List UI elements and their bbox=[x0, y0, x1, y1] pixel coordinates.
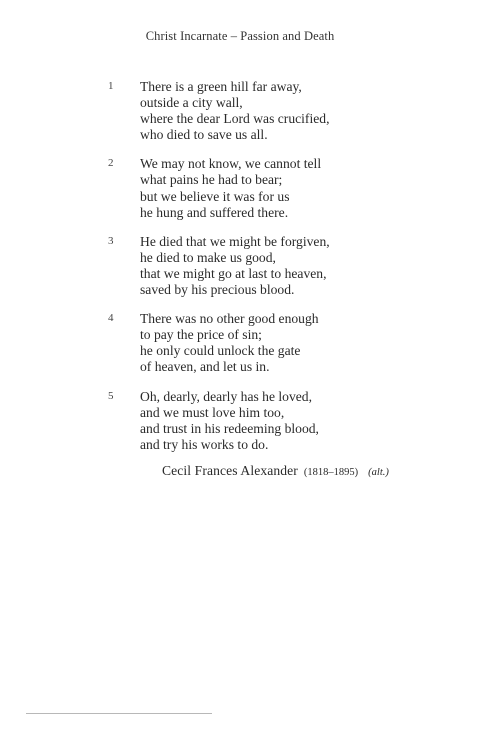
verse-number: 1 bbox=[108, 80, 114, 92]
verse-line: that we might go at last to heaven, bbox=[140, 265, 327, 281]
verse-line: where the dear Lord was crucified, bbox=[140, 111, 330, 127]
verse-4 bbox=[0, 311, 480, 375]
verse-line: what pains he had to bear; bbox=[140, 172, 283, 188]
verse-line: We may not know, we cannot tell bbox=[140, 156, 322, 172]
verse-lines bbox=[140, 234, 480, 298]
verse-1 bbox=[0, 79, 480, 143]
verse-2 bbox=[0, 156, 480, 220]
verse-line: who died to save us all. bbox=[140, 127, 268, 143]
verse-line: Oh, dearly, dearly has he loved, bbox=[140, 388, 312, 404]
author-dates: (1818–1895) bbox=[303, 466, 359, 478]
verse-line: he died to make us good, bbox=[140, 249, 276, 265]
verse-lines bbox=[140, 311, 480, 375]
verse-number: 4 bbox=[108, 312, 114, 325]
section-title: Christ Incarnate – Passion and Death bbox=[145, 29, 335, 43]
verse-number: 3 bbox=[108, 234, 114, 247]
verse-5 bbox=[0, 389, 480, 453]
attribution bbox=[162, 462, 480, 480]
verse-number: 2 bbox=[108, 157, 114, 170]
verse-lines bbox=[140, 389, 480, 453]
verse-line: and try his works to do. bbox=[140, 436, 269, 452]
altered-note: (alt.) bbox=[368, 466, 389, 478]
bottom-divider bbox=[26, 713, 212, 714]
verse-3 bbox=[0, 234, 480, 298]
verse-line: and trust in his redeeming blood, bbox=[140, 420, 319, 436]
verse-line: There is a green hill far away, bbox=[140, 79, 302, 94]
verse-line: he hung and suffered there. bbox=[140, 204, 289, 220]
hymn-text bbox=[0, 79, 480, 480]
verse-line: and we must love him too, bbox=[140, 404, 285, 420]
verse-lines bbox=[140, 79, 480, 143]
verse-line: he only could unlock the gate bbox=[140, 343, 301, 359]
verse-line: He died that we might be forgiven, bbox=[140, 233, 330, 249]
verse-line: There was no other good enough bbox=[140, 311, 319, 327]
verse-lines bbox=[140, 156, 480, 220]
verse-line: to pay the price of sin; bbox=[140, 327, 262, 343]
page-header bbox=[0, 29, 480, 44]
verse-number: 5 bbox=[108, 389, 114, 402]
verse-line: outside a city wall, bbox=[140, 95, 243, 111]
verse-line: saved by his precious blood. bbox=[140, 282, 295, 298]
author-name: Cecil Frances Alexander bbox=[162, 462, 298, 478]
verse-line: of heaven, and let us in. bbox=[140, 359, 270, 375]
verse-line: but we believe it was for us bbox=[140, 188, 290, 204]
